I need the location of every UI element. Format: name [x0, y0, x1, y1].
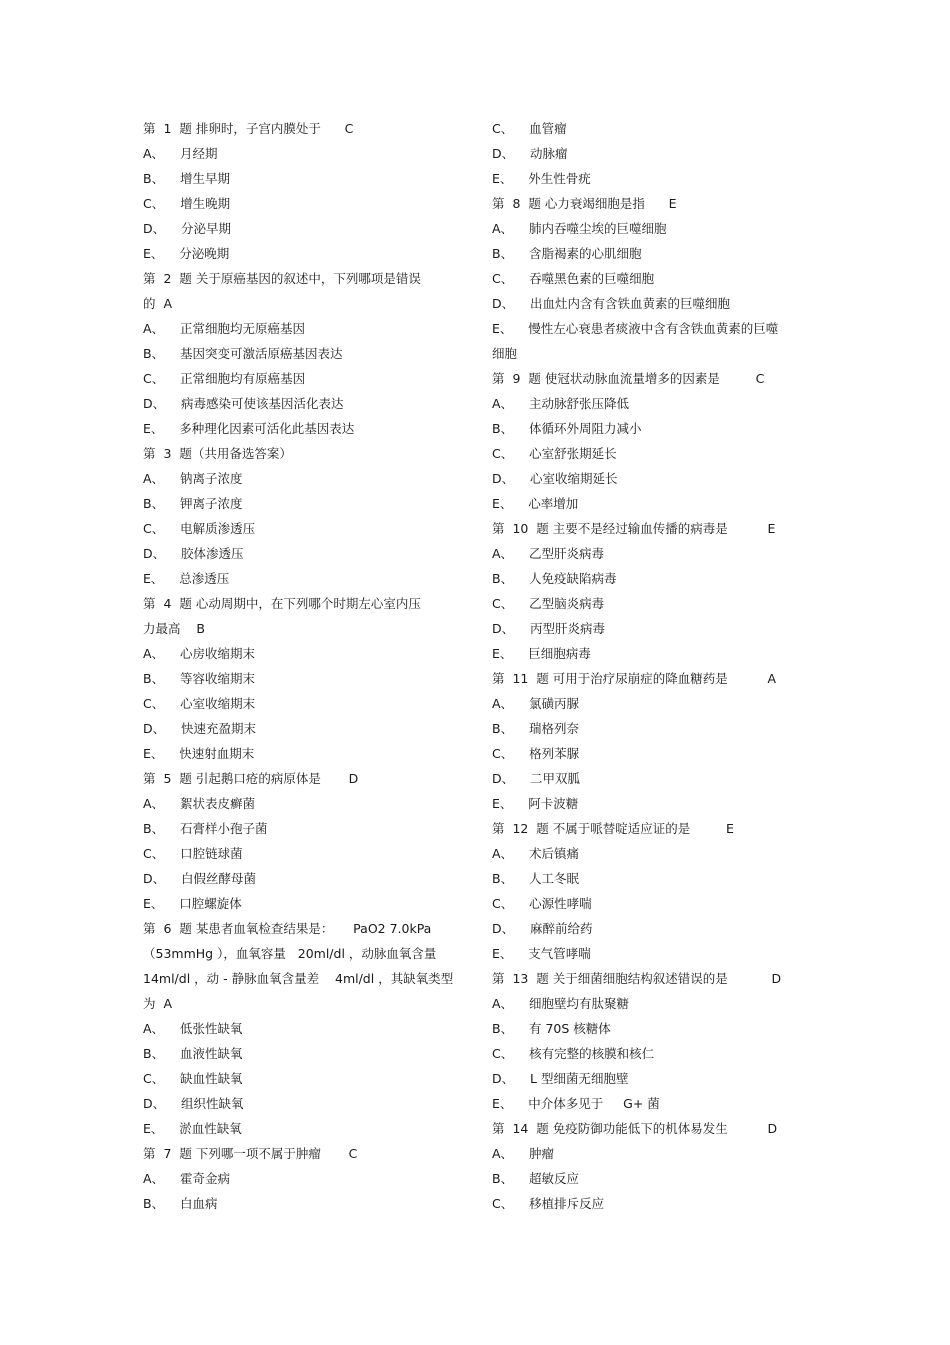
text-line: B、 血液性缺氧: [143, 1046, 243, 1061]
text-line: B、 人免疫缺陷病毒: [492, 571, 617, 586]
text-line: 第 11 题 可用于治疗尿崩症的降血糖药是 A: [492, 671, 777, 686]
text-line: 第 10 题 主要不是经过输血传播的病毒是 E: [492, 521, 776, 536]
text-line: C、 正常细胞均有原癌基因: [143, 371, 306, 386]
text-line: B、 基因突变可激活原癌基因表达: [143, 346, 343, 361]
text-line: B、 钾离子浓度: [143, 496, 243, 511]
text-line: A、 乙型肝炎病毒: [492, 546, 604, 561]
text-line: B、 等容收缩期末: [143, 671, 255, 686]
text-line: E、 中介体多见于 G+ 菌: [492, 1096, 660, 1111]
text-line: E、 快速射血期末: [143, 746, 255, 761]
text-line: C、 吞噬黑色素的巨噬细胞: [492, 271, 655, 286]
text-line: C、 移植排斥反应: [492, 1196, 605, 1211]
text-line: （53mmHg ），血氧容量 20ml/dl ，动脉血氧含量: [143, 946, 437, 961]
text-line: C、 格列苯脲: [492, 746, 580, 761]
text-line: A、 细胞壁均有肽聚糖: [492, 996, 629, 1011]
text-line: C、 电解质渗透压: [143, 521, 256, 536]
text-line: 第 14 题 免疫防御功能低下的机体易发生 D: [492, 1121, 778, 1136]
text-line: E、 多种理化因素可活化此基因表达: [143, 421, 355, 436]
text-line: C、 心室收缩期末: [143, 696, 256, 711]
text-line: A、 霍奇金病: [143, 1171, 230, 1186]
text-line: E、 外生性骨疣: [492, 171, 591, 186]
text-line: 第 4 题 心动周期中，在下列哪个时期左心室内压: [143, 596, 421, 611]
text-line: E、 巨细胞病毒: [492, 646, 591, 661]
text-line: 力最高 B: [143, 621, 205, 636]
text-line: D、 心室收缩期延长: [492, 471, 618, 486]
text-line: 第 1 题 排卵时，子宫内膜处于 C: [143, 121, 354, 136]
text-line: C、 血管瘤: [492, 121, 567, 136]
text-line: E、 心率增加: [492, 496, 579, 511]
text-line: 第 13 题 关于细菌细胞结构叙述错误的是 D: [492, 971, 782, 986]
text-line: E、 慢性左心衰患者痰液中含有含铁血黄素的巨噬: [492, 321, 779, 336]
text-line: 的 A: [143, 296, 172, 311]
text-line: 第 8 题 心力衰竭细胞是指 E: [492, 196, 677, 211]
text-line: A、 钠离子浓度: [143, 471, 243, 486]
text-line: 第 9 题 使冠状动脉血流量增多的因素是 C: [492, 371, 765, 386]
text-line: 14ml/dl ，动 - 静脉血氧含量差 4ml/dl ，其缺氧类型: [143, 971, 454, 986]
text-line: D、 组织性缺氧: [143, 1096, 244, 1111]
text-line: C、 增生晚期: [143, 196, 231, 211]
text-line: E、 总渗透压: [143, 571, 230, 586]
text-line: A、 肺内吞噬尘埃的巨噬细胞: [492, 221, 667, 236]
text-line: C、 乙型脑炎病毒: [492, 596, 605, 611]
text-line: D、 白假丝酵母菌: [143, 871, 257, 886]
text-line: 第 5 题 引起鹅口疮的病原体是 D: [143, 771, 359, 786]
text-line: B、 瑞格列奈: [492, 721, 579, 736]
text-line: 第 7 题 下列哪一项不属于肿瘤 C: [143, 1146, 358, 1161]
text-line: A、 絮状表皮癣菌: [143, 796, 255, 811]
text-line: B、 超敏反应: [492, 1171, 579, 1186]
text-line: A、 月经期: [143, 146, 218, 161]
text-line: E、 阿卡波糖: [492, 796, 579, 811]
text-line: D、 快速充盈期末: [143, 721, 257, 736]
text-line: A、 心房收缩期末: [143, 646, 255, 661]
text-line: A、 肿瘤: [492, 1146, 554, 1161]
text-line: D、 出血灶内含有含铁血黄素的巨噬细胞: [492, 296, 731, 311]
text-line: C、 缺血性缺氧: [143, 1071, 243, 1086]
text-line: 第 3 题（共用备选答案）: [143, 446, 292, 461]
text-line: D、 动脉瘤: [492, 146, 568, 161]
text-line: D、 分泌早期: [143, 221, 232, 236]
text-line: B、 石膏样小孢子菌: [143, 821, 268, 836]
text-line: A、 氯磺丙脲: [492, 696, 579, 711]
text-line: C、 心源性哮喘: [492, 896, 592, 911]
text-line: B、 人工冬眠: [492, 871, 579, 886]
text-line: E、 支气管哮喘: [492, 946, 591, 961]
text-line: C、 心室舒张期延长: [492, 446, 617, 461]
text-line: C、 核有完整的核膜和核仁: [492, 1046, 655, 1061]
text-line: C、 口腔链球菌: [143, 846, 243, 861]
text-line: D、 丙型肝炎病毒: [492, 621, 606, 636]
text-line: 为 A: [143, 996, 172, 1011]
text-line: D、 病毒感染可使该基因活化表达: [143, 396, 344, 411]
text-line: D、 二甲双胍: [492, 771, 581, 786]
text-line: A、 术后镇痛: [492, 846, 579, 861]
text-line: E、 分泌晚期: [143, 246, 230, 261]
text-line: 第 6 题 某患者血氧检查结果是： PaO2 7.0kPa: [143, 921, 432, 936]
text-line: D、 麻醉前给药: [492, 921, 593, 936]
text-line: D、 L 型细菌无细胞壁: [492, 1071, 629, 1086]
text-line: D、 胶体渗透压: [143, 546, 244, 561]
text-line: A、 低张性缺氧: [143, 1021, 243, 1036]
text-line: B、 含脂褐素的心肌细胞: [492, 246, 642, 261]
text-line: A、 主动脉舒张压降低: [492, 396, 629, 411]
text-line: 第 12 题 不属于哌替啶适应证的是 E: [492, 821, 734, 836]
text-line: 第 2 题 关于原癌基因的叙述中，下列哪项是错误: [143, 271, 421, 286]
text-line: 细胞: [492, 346, 518, 361]
text-line: B、 有 70S 核糖体: [492, 1021, 611, 1036]
text-line: B、 白血病: [143, 1196, 218, 1211]
text-line: B、 体循环外周阻力减小: [492, 421, 642, 436]
text-line: E、 口腔螺旋体: [143, 896, 242, 911]
left-column: [143, 116, 458, 1216]
text-line: E、 淤血性缺氧: [143, 1121, 242, 1136]
text-line: B、 增生早期: [143, 171, 230, 186]
text-line: A、 正常细胞均无原癌基因: [143, 321, 305, 336]
right-column: [492, 116, 792, 1216]
